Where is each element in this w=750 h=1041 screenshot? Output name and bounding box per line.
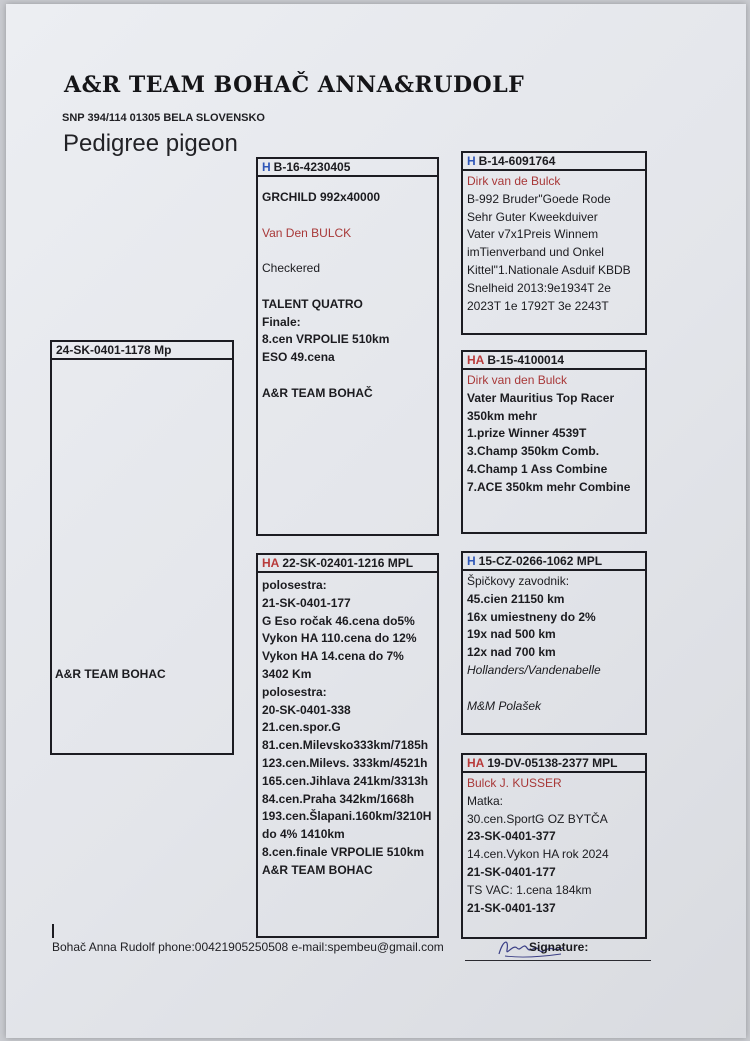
dam-dam-prefix: HA: [467, 756, 485, 770]
detail-line: ESO 49.cena: [262, 350, 335, 365]
detail-line: 193.cen.Šlapani.160km/3210H: [262, 809, 432, 824]
detail-line: A&R TEAM BOHAČ: [262, 385, 373, 400]
dam-dam-details: [463, 773, 645, 917]
dam-ring-header: [258, 555, 437, 573]
team-address: SNP 394/114 01305 BELA SLOVENSKO: [62, 112, 265, 124]
dam-dam-box: [461, 753, 647, 939]
sire-ring: B-16-4230405: [273, 160, 351, 174]
detail-line: 2023T 1e 1792T 3e 2243T: [467, 298, 609, 313]
dam-sire-box: [461, 551, 647, 735]
detail-line: 165.cen.Jihlava 241km/3313h: [262, 773, 429, 788]
signature-label: Signature:: [529, 940, 589, 954]
detail-line: Špičkovy zavodnik:: [467, 574, 570, 588]
detail-line: Vykon HA 14.cena do 7%: [262, 649, 404, 664]
detail-line: 84.cen.Praha 342km/1668h: [262, 791, 415, 806]
dam-sire-ring: 15-CZ-0266-1062 MPL: [478, 554, 603, 568]
sire-dam-ring-header: [463, 352, 645, 370]
pigeon-box: [50, 340, 234, 755]
detail-line: 81.cen.Milevsko333km/7185h: [262, 738, 429, 753]
sire-details: [258, 177, 437, 403]
detail-line: 14.cen.Vykon HA rok 2024: [467, 847, 609, 862]
detail-line: A&R TEAM BOHAC: [262, 862, 373, 877]
dam-sire-prefix: H: [467, 554, 476, 568]
detail-line: TS VAC: 1.cena 184km: [467, 882, 592, 897]
sire-dam-prefix: HA: [467, 353, 485, 367]
detail-line: 45.cien 21150 km: [467, 591, 565, 606]
sire-sire-ring: B-14-6091764: [478, 154, 556, 168]
detail-line: 16x umiestneny do 2%: [467, 609, 596, 624]
detail-line: G Eso ročak 46.cena do5%: [262, 613, 415, 628]
detail-line: polosestra:: [262, 578, 327, 592]
detail-line: 8.cen VRPOLIE 510km: [262, 332, 390, 347]
detail-line: B-992 Bruder"Goede Rode: [467, 191, 611, 206]
detail-line: Dirk van de Bulck: [467, 174, 561, 188]
detail-line: [262, 242, 433, 260]
dam-prefix: HA: [262, 556, 280, 570]
detail-line: 21-SK-0401-177: [467, 864, 556, 879]
sire-ring-header: [258, 159, 437, 177]
detail-line: Vykon HA 110.cena do 12%: [262, 631, 417, 646]
detail-line: 3.Champ 350km Comb.: [467, 444, 600, 459]
detail-line: 12x nad 700 km: [467, 645, 556, 660]
detail-line: Kittel"1.Nationale Asduif KBDB: [467, 262, 631, 277]
sire-dam-box: [461, 350, 647, 534]
detail-line: 30.cen.SportG OZ BYTČA: [467, 811, 608, 826]
detail-line: [262, 367, 433, 385]
detail-line: Sehr Guter Kweekduiver: [467, 209, 598, 224]
signature-area: [465, 938, 651, 961]
detail-line: do 4% 1410km: [262, 827, 345, 842]
dam-details: [258, 573, 437, 880]
sire-prefix: H: [262, 160, 271, 174]
detail-line: [262, 207, 433, 225]
sire-sire-box: [461, 151, 647, 335]
detail-line: Bulck J. KUSSER: [467, 776, 562, 790]
sire-sire-details: [463, 171, 645, 315]
detail-line: [467, 680, 641, 698]
detail-line: Vater Mauritius Top Racer: [467, 390, 615, 405]
detail-line: imTienverband und Onkel: [467, 245, 604, 260]
detail-line: 123.cen.Milevs. 333km/4521h: [262, 755, 428, 770]
detail-line: 20-SK-0401-338: [262, 702, 351, 717]
detail-line: Finale:: [262, 314, 301, 329]
sire-box: [256, 157, 439, 536]
detail-line: TALENT QUATRO: [262, 296, 363, 311]
margin-mark: [52, 924, 54, 938]
detail-line: 21.cen.spor.G: [262, 720, 341, 735]
detail-line: Checkered: [262, 261, 321, 276]
contact-line: Bohač Anna Rudolf phone:00421905250508 e-mail:spembeu@gmail.com: [52, 940, 444, 954]
dam-sire-details: [463, 571, 645, 715]
detail-line: Matka:: [467, 793, 504, 808]
detail-line: polosestra:: [262, 684, 327, 699]
pigeon-owner: A&R TEAM BOHAC: [55, 667, 166, 681]
dam-ring: 22-SK-02401-1216 MPL: [282, 556, 414, 570]
sire-dam-details: [463, 370, 645, 497]
dam-sire-ring-header: [463, 553, 645, 571]
detail-line: Dirk van den Bulck: [467, 373, 568, 387]
detail-line: 21-SK-0401-137: [467, 900, 556, 915]
detail-line: 1.prize Winner 4539T: [467, 426, 587, 441]
detail-line: 23-SK-0401-377: [467, 829, 556, 844]
sire-sire-ring-header: [463, 153, 645, 171]
dam-dam-ring: 19-DV-05138-2377 MPL: [487, 756, 618, 770]
detail-line: Hollanders/Vandenabelle: [467, 662, 601, 677]
detail-line: Van Den BULCK: [262, 225, 352, 240]
detail-line: 21-SK-0401-177: [262, 595, 351, 610]
detail-line: 7.ACE 350km mehr Combine: [467, 479, 631, 494]
detail-line: 19x nad 500 km: [467, 627, 556, 642]
detail-line: Vater v7x1Preis Winnem: [467, 227, 599, 242]
document-title: Pedigree pigeon: [63, 130, 238, 157]
detail-line: Snelheid 2013:9e1934T 2e: [467, 280, 611, 295]
detail-line: [262, 278, 433, 296]
detail-line: M&M Polašek: [467, 698, 542, 713]
sire-sire-prefix: H: [467, 154, 476, 168]
team-title: A&R TEAM BOHAČ ANNA&RUDOLF: [64, 72, 525, 98]
dam-box: [256, 553, 439, 938]
pigeon-ring: 24-SK-0401-1178 Mp: [52, 342, 232, 360]
detail-line: 3402 Km: [262, 666, 312, 681]
dam-dam-ring-header: [463, 755, 645, 773]
detail-line: 4.Champ 1 Ass Combine: [467, 461, 608, 476]
detail-line: GRCHILD 992x40000: [262, 190, 381, 204]
detail-line: 8.cen.finale VRPOLIE 510km: [262, 844, 425, 859]
sire-dam-ring: B-15-4100014: [487, 353, 565, 367]
detail-line: 350km mehr: [467, 408, 538, 423]
